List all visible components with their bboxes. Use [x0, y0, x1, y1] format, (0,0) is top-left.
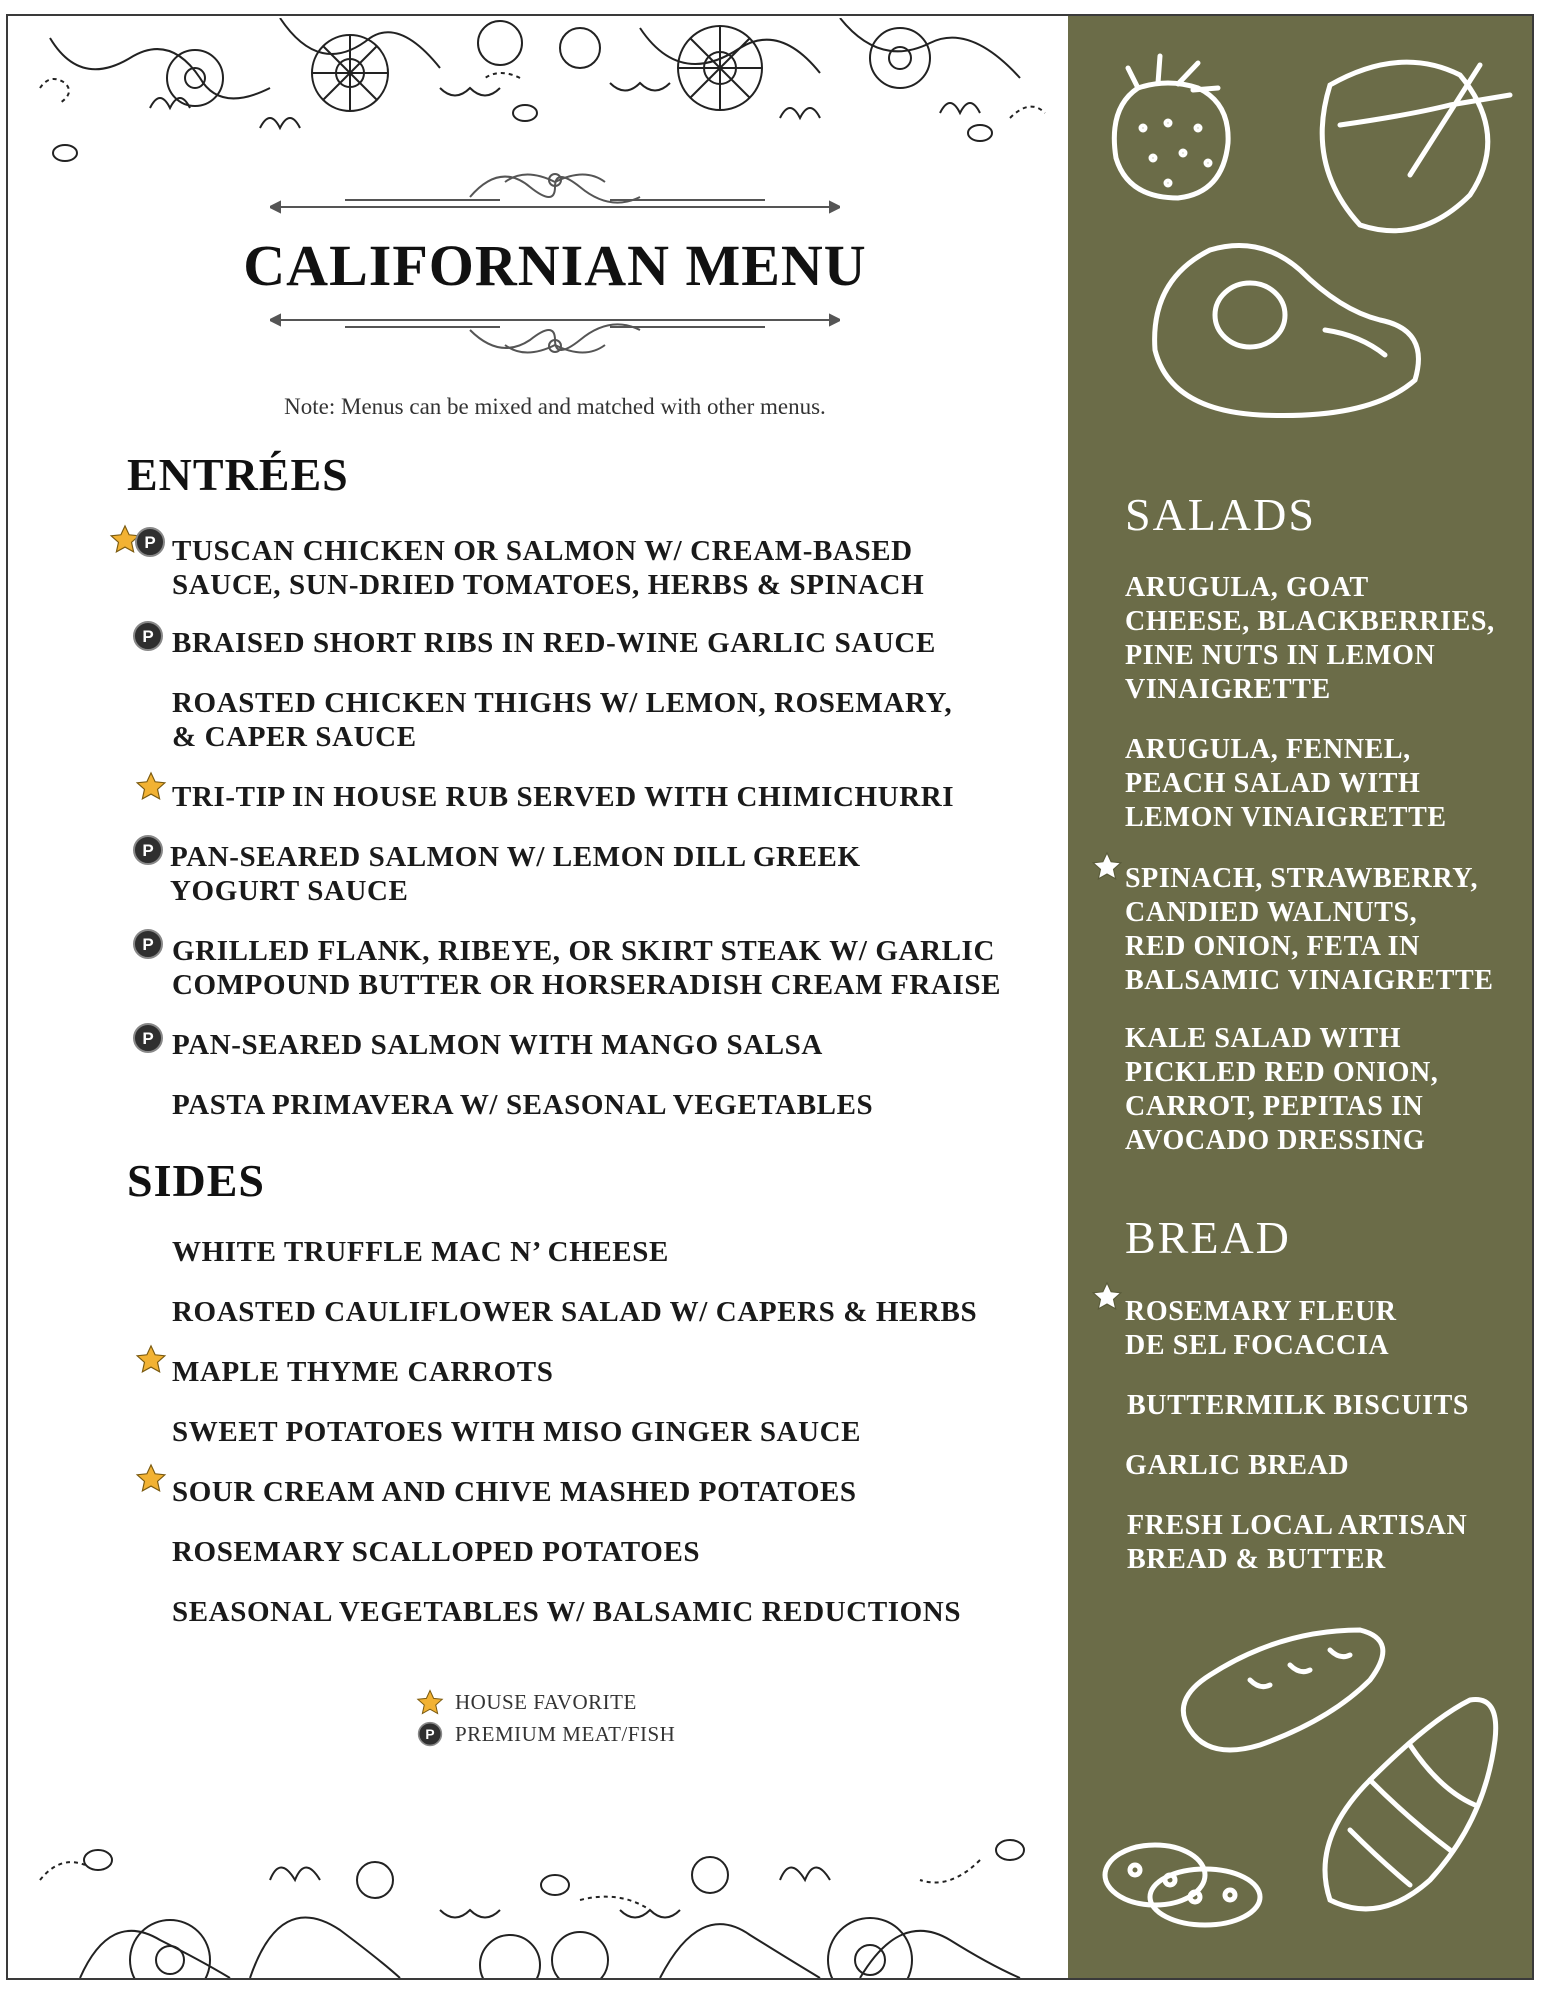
salad-line: BALSAMIC VINAIGRETTE: [1125, 965, 1494, 996]
salads-heading: SALADS: [1125, 489, 1316, 540]
salad-line: PINE NUTS IN LEMON: [1125, 640, 1436, 671]
star-icon: [1090, 1280, 1124, 1314]
salad-line: ARUGULA, FENNEL,: [1125, 734, 1411, 765]
salad-line: ARUGULA, GOAT: [1125, 572, 1369, 603]
bread-heading: BREAD: [1125, 1212, 1291, 1263]
entree-line: BRAISED SHORT RIBS IN RED-WINE GARLIC SAUCE: [172, 627, 936, 659]
premium-badge-icon: [132, 620, 164, 652]
svg-text:P: P: [425, 1725, 435, 1742]
entree-line: PASTA PRIMAVERA W/ SEASONAL VEGETABLES: [172, 1089, 874, 1121]
entree-item: [172, 780, 954, 814]
bread-line: ROSEMARY FLEUR: [1125, 1296, 1397, 1327]
svg-text:P: P: [142, 841, 154, 860]
bread-item: [1125, 1295, 1397, 1363]
salad-line: VINAIGRETTE: [1125, 674, 1331, 705]
entree-line: PAN-SEARED SALMON W/ LEMON DILL GREEK: [170, 841, 861, 873]
svg-text:P: P: [144, 533, 156, 552]
salad-line: AVOCADO DRESSING: [1125, 1125, 1426, 1156]
cookie-illustration: [1095, 1835, 1275, 1930]
sides-heading: SIDES: [127, 1155, 265, 1206]
premium-badge-icon: [417, 1721, 443, 1747]
salad-item: [1125, 733, 1447, 835]
menu-note: Note: Menus can be mixed and matched with other menus.: [284, 394, 826, 419]
entree-item: [170, 840, 861, 908]
side-item: ROSEMARY SCALLOPED POTATOES: [172, 1536, 701, 1568]
entree-item: [172, 1088, 873, 1122]
entree-line: GRILLED FLANK, RIBEYE, OR SKIRT STEAK W/ GARLIC: [172, 935, 995, 967]
entree-line: YOGURT SAUCE: [170, 875, 409, 907]
salad-line: CARROT, PEPITAS IN: [1125, 1091, 1424, 1122]
bread-line: DE SEL FOCACCIA: [1125, 1330, 1390, 1361]
premium-badge-icon: [132, 928, 164, 960]
entree-line: ROASTED CHICKEN THIGHS W/ LEMON, ROSEMARY,: [172, 687, 953, 719]
bread-line: GARLIC BREAD: [1125, 1450, 1350, 1481]
salad-line: RED ONION, FETA IN: [1125, 931, 1420, 962]
entree-line: TRI-TIP IN HOUSE RUB SERVED WITH CHIMICHURRI: [172, 781, 955, 813]
entree-item: [172, 1028, 823, 1062]
bread-line: BREAD & BUTTER: [1127, 1544, 1386, 1575]
salad-item: [1125, 862, 1494, 998]
salad-line: PEACH SALAD WITH: [1125, 768, 1421, 799]
svg-text:P: P: [142, 935, 154, 954]
entree-line: & CAPER SAUCE: [172, 721, 417, 753]
title-ornament-bottom: [270, 300, 840, 362]
legend-house-favorite: HOUSE FAVORITE: [455, 1690, 637, 1714]
salad-line: SPINACH, STRAWBERRY,: [1125, 863, 1479, 894]
menu-title: CALIFORNIAN MENU: [243, 233, 867, 298]
legend-premium-meat-fish: PREMIUM MEAT/FISH: [455, 1722, 676, 1746]
premium-badge-icon: [132, 1022, 164, 1054]
svg-text:P: P: [142, 1029, 154, 1048]
side-item: SOUR CREAM AND CHIVE MASHED POTATOES: [172, 1476, 857, 1508]
avocado-illustration: [1150, 230, 1430, 430]
entree-line: SAUCE, SUN-DRIED TOMATOES, HERBS & SPINACH: [172, 569, 925, 601]
premium-badge-icon: [132, 834, 164, 866]
salad-line: LEMON VINAIGRETTE: [1125, 802, 1447, 833]
bread-item: [1125, 1449, 1349, 1483]
star-icon: [415, 1688, 445, 1718]
title-ornament-top: [270, 162, 840, 222]
salad-line: CANDIED WALNUTS,: [1125, 897, 1418, 928]
side-item: MAPLE THYME CARROTS: [172, 1356, 554, 1388]
salad-line: CHEESE, BLACKBERRIES,: [1125, 606, 1495, 637]
premium-badge-icon: [134, 526, 166, 558]
entree-item: [172, 626, 936, 660]
leaf-illustration: [1300, 45, 1520, 245]
salad-item: [1125, 571, 1495, 707]
salad-item: [1125, 1022, 1438, 1158]
entrees-heading: ENTRÉES: [127, 449, 349, 500]
entree-item: [172, 534, 924, 602]
entree-item: [172, 934, 1001, 1002]
bottom-floral-decoration: [20, 1820, 1065, 1978]
entree-line: COMPOUND BUTTER OR HORSERADISH CREAM FRAISE: [172, 969, 1002, 1001]
bread-item: [1127, 1389, 1469, 1423]
side-item: ROASTED CAULIFLOWER SALAD W/ CAPERS & HERBS: [172, 1296, 978, 1328]
entree-line: TUSCAN CHICKEN OR SALMON W/ CREAM-BASED: [172, 535, 913, 567]
star-icon: [134, 1462, 168, 1496]
star-icon: [134, 770, 168, 804]
bread-line: FRESH LOCAL ARTISAN: [1127, 1510, 1468, 1541]
star-icon: [134, 1343, 168, 1377]
bread-item: [1127, 1509, 1467, 1577]
salad-line: PICKLED RED ONION,: [1125, 1057, 1439, 1088]
star-icon: [1090, 850, 1124, 884]
side-item: WHITE TRUFFLE MAC N’ CHEESE: [172, 1236, 669, 1268]
bread-line: BUTTERMILK BISCUITS: [1127, 1390, 1470, 1421]
salad-line: KALE SALAD WITH: [1125, 1023, 1402, 1054]
croissant-illustration: [1310, 1690, 1510, 1920]
side-item: SWEET POTATOES WITH MISO GINGER SAUCE: [172, 1416, 862, 1448]
strawberry-illustration: [1098, 48, 1238, 208]
entree-item: [172, 686, 952, 754]
entree-line: PAN-SEARED SALMON WITH MANGO SALSA: [172, 1029, 823, 1061]
top-floral-decoration: [20, 18, 1065, 168]
svg-text:P: P: [142, 627, 154, 646]
side-item: SEASONAL VEGETABLES W/ BALSAMIC REDUCTIONS: [172, 1596, 962, 1628]
